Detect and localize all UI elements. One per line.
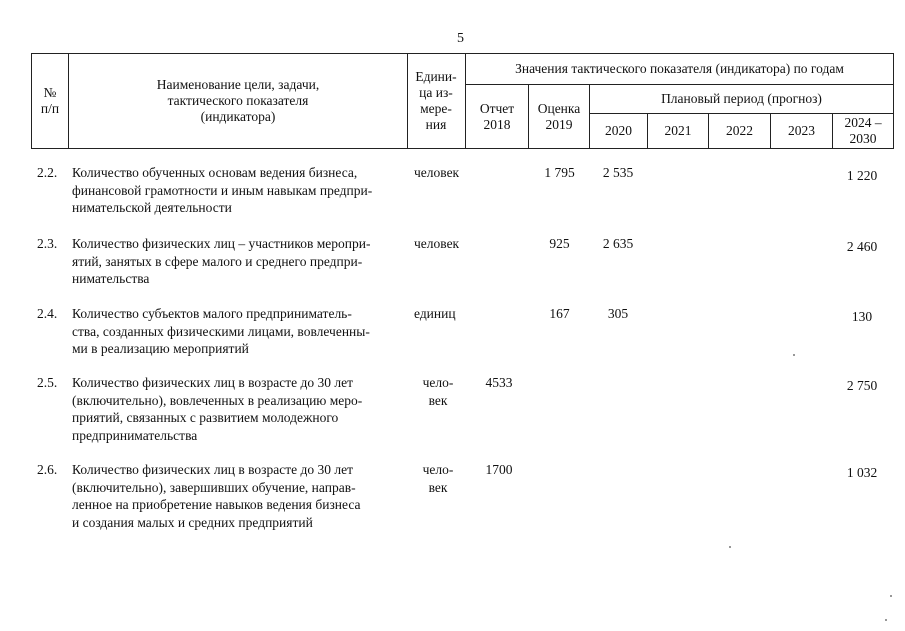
header-num: № п/п (40, 85, 60, 116)
value-2024-2030: 1 220 (846, 168, 878, 183)
header-year-2021: 2021 (664, 123, 692, 138)
header-report: Отчет 2018 (479, 100, 515, 132)
value-2024-2030: 1 032 (846, 465, 878, 480)
value-2024-2030: 2 460 (846, 239, 878, 254)
header-year-2022: 2022 (726, 123, 753, 138)
row-number: 2.3. (37, 236, 58, 251)
value-2024-2030: 130 (851, 309, 873, 324)
header-year-2024-2030: 2024 – 2030 (844, 115, 882, 146)
indicator-name: Количество субъектов малого предприниматель- ства, созданных физическими лицами, вовлеченны- ми в реализацию мероприятий (72, 306, 370, 356)
indicator-name: Количество физических лиц в возрасте до 30 лет (включительно), вовлеченных в реализацию меро- приятий, связанных с развитием молодежного предпринимательства (72, 375, 363, 443)
value-2020: 2 535 (602, 165, 634, 180)
row-number: 2.2. (37, 165, 58, 180)
row-number: 2.5. (37, 375, 58, 390)
report-2018: 1700 (485, 462, 513, 477)
indicator-name: Количество физических лиц – участников меропри- ятий, занятых в сфере малого и среднего предпри- нимательства (72, 236, 371, 286)
unit: человек (414, 236, 460, 251)
table-header (31, 53, 894, 149)
row-number: 2.6. (37, 462, 58, 477)
page-number: 5 (457, 31, 464, 46)
header-estimate: Оценка 2019 (537, 100, 581, 132)
header-values: Значения тактического показателя (индикатора) по годам (515, 61, 844, 76)
value-2024-2030: 2 750 (846, 378, 878, 393)
scan-speck (885, 619, 887, 621)
header-year-2023: 2023 (788, 123, 815, 138)
estimate-2019: 1 795 (544, 165, 575, 180)
value-2020: 2 635 (602, 236, 634, 251)
header-plan: Плановый период (прогноз) (661, 91, 822, 106)
estimate-2019: 167 (549, 306, 570, 321)
unit: единиц (414, 306, 456, 321)
unit: человек (414, 165, 460, 180)
indicator-name: Количество физических лиц в возрасте до 30 лет (включительно), завершивших обучение, направ- ленное на приобретение навыков ведения бизнеса и создания малых и средних предприятий (72, 462, 361, 530)
scan-speck (890, 595, 892, 597)
indicator-name: Количество обученных основам ведения бизнеса, финансовой грамотности и иным навыкам предпри- нимательской деятельности (72, 165, 373, 215)
unit: чело- век (422, 462, 454, 495)
estimate-2019: 925 (549, 236, 570, 251)
report-2018: 4533 (485, 375, 513, 390)
row-number: 2.4. (37, 306, 58, 321)
header-name: Наименование цели, задачи, тактического показателя (индикатора) (156, 77, 320, 124)
unit: чело- век (422, 375, 454, 408)
value-2020: 305 (607, 306, 629, 321)
scan-speck (729, 546, 731, 548)
scan-speck (793, 354, 795, 356)
header-year-2020: 2020 (605, 123, 632, 138)
header-unit: Едини- ца из- мере- ния (415, 69, 457, 132)
